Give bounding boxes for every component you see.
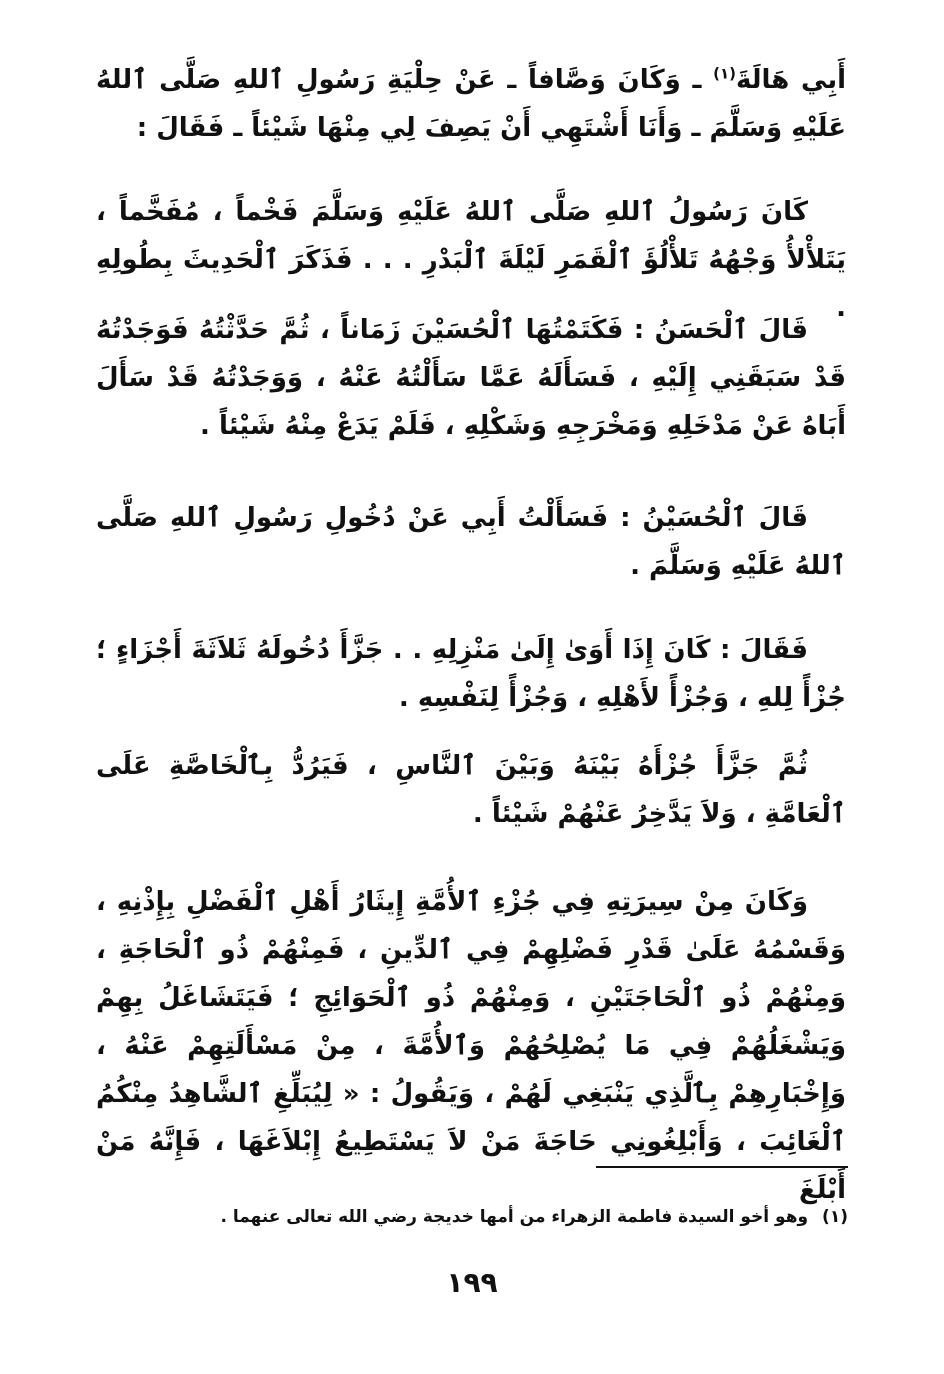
paragraph-5: فَقَالَ : كَانَ إِذَا أَوَىٰ إِلَىٰ مَنْزِلِهِ . . جَزَّأَ دُخُولَهُ ثَلاَثَةَ أَجْزَاءٍ ؛ جُزْأً لِلهِ ، وَجُزْأً لأَهْلِهِ ، وَجُزْأً لِنَفْسِهِ . bbox=[96, 635, 846, 713]
paragraph-3: قَالَ ٱلْحَسَنُ : فَكَتَمْتُهَا ٱلْحُسَيْنَ زَمَاناً ، ثُمَّ حَدَّثْتُهُ فَوَجَدْتُهُ قَدْ سَبَقَنِي إِلَيْهِ ، فَسَأَلَهُ عَمَّا سَأَلْتُهُ عَنْهُ ، وَوَجَدْتُهُ قَدْ سَأَلَ أَبَاهُ عَنْ مَدْخَلِهِ وَمَخْرَجِهِ وَشَكْلِهِ ، فَلَمْ يَدَعْ مِنْهُ شَيْئاً . bbox=[96, 315, 846, 441]
paragraph-1-text-start: أَبِي هَالَةَ bbox=[735, 65, 847, 95]
paragraph-1-text-end: ـ وَكَانَ وَصَّافاً ـ عَنْ حِلْيَةِ رَسُولِ ٱللهِ صَلَّى ٱللهُ عَلَيْهِ وَسَلَّمَ ـ وَأَنَا أَشْتَهِي أَنْ يَصِفَ لِي مِنْهَا شَيْئاً ـ فَقَالَ : bbox=[96, 65, 846, 143]
footnote-reference: (١) bbox=[713, 64, 736, 83]
footnote-divider bbox=[596, 1166, 848, 1168]
footnote-text: وهو أخو السيدة فاطمة الزهراء من أمها خديجة رضي الله تعالى عنهما . bbox=[220, 1207, 809, 1227]
footnote bbox=[96, 1202, 848, 1232]
paragraph-1 bbox=[96, 56, 846, 152]
page-number: ١٩٩ bbox=[446, 1266, 498, 1299]
footnote-number: (١) bbox=[822, 1207, 848, 1227]
paragraph-6: ثُمَّ جَزَّأَ جُزْأَهُ بَيْنَهُ وَبَيْنَ ٱلنَّاسِ ، فَيَرُدُّ بِٱلْخَاصَّةِ عَلَى ٱلْعَامَّةِ ، وَلاَ يَدَّخِرُ عَنْهُمْ شَيْئاً . bbox=[96, 751, 846, 829]
paragraph-2: كَانَ رَسُولُ ٱللهِ صَلَّى ٱللهُ عَلَيْهِ وَسَلَّمَ فَخْماً ، مُفَخَّماً ، يَتَلأْلأُ وَجْهُهُ تَلأْلُؤَ ٱلْقَمَرِ لَيْلَةَ ٱلْبَدْرِ . . . فَذَكَرَ ٱلْحَدِيثَ بِطُولِهِ . bbox=[96, 197, 846, 323]
paragraph-7: وَكَانَ مِنْ سِيرَتِهِ فِي جُزْءِ ٱلأُمَّةِ إِيثَارُ أَهْلِ ٱلْفَضْلِ بِإِذْنِهِ ، وَقَسْمُهُ عَلَىٰ قَدْرِ فَضْلِهِمْ فِي ٱلدِّينِ ، فَمِنْهُمْ ذُو ٱلْحَاجَةِ ، وَمِنْهُمْ ذُو ٱلْحَاجَتَيْنِ ، وَمِنْهُمْ ذُو ٱلْحَوَائِجِ ؛ فَيَتَشَاغَلُ بِهِمْ وَيَشْغَلُهُمْ فِي مَا يُصْلِحُهُمْ وَٱلأُمَّةَ ، مِنْ مَسْأَلَتِهِمْ عَنْهُ ، وَإِخْبَارِهِمْ بِٱلَّذِي يَنْبَغِي لَهُمْ ، وَيَقُولُ : « لِيُبَلِّغِ ٱلشَّاهِدُ مِنْكُمُ ٱلْغَائِبَ ، وَأَبْلِغُونِي حَاجَةَ مَنْ لاَ يَسْتَطِيعُ إِبْلاَغَهَا ، فَإِنَّهُ مَنْ أَبْلَغَ bbox=[96, 887, 846, 1205]
paragraph-4: قَالَ ٱلْحُسَيْنُ : فَسَأَلْتُ أَبِي عَنْ دُخُولِ رَسُولِ ٱللهِ صَلَّى ٱللهُ عَلَيْهِ وَسَلَّمَ . bbox=[96, 503, 846, 581]
